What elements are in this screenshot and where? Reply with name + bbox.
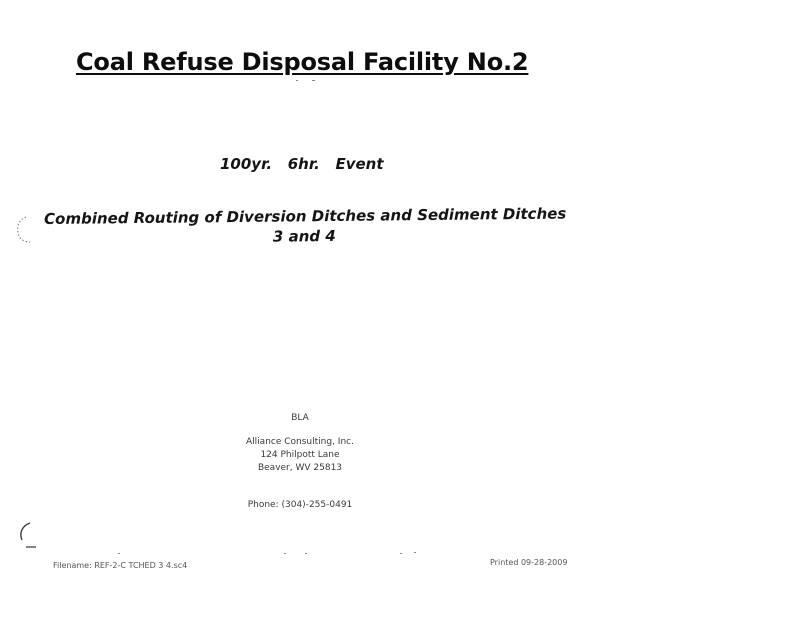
company-abbreviation: BLA xyxy=(291,413,309,423)
scan-speck xyxy=(284,553,286,554)
punch-hole-mark-icon xyxy=(12,214,34,244)
address-line-2: Beaver, WV 25813 xyxy=(257,463,343,473)
routing-line-2: 3 and 4 xyxy=(272,226,336,246)
phone-number: Phone: (304)-255-0491 xyxy=(247,500,353,510)
scan-speck xyxy=(400,553,402,554)
document-title: Coal Refuse Disposal Facility No.2 xyxy=(76,48,529,76)
storm-event-label: 100yr. 6hr. Event xyxy=(220,155,384,173)
routing-line-1: Combined Routing of Diversion Ditches and Sediment Ditches xyxy=(44,204,567,228)
punch-hole-mark-icon xyxy=(14,520,38,550)
scan-speck xyxy=(312,80,315,81)
company-name: Alliance Consulting, Inc. xyxy=(246,437,354,447)
scan-speck xyxy=(296,80,298,81)
scan-speck xyxy=(305,553,307,554)
company-address-block xyxy=(220,436,380,475)
address-line-1: 124 Philpott Lane xyxy=(260,450,340,460)
filename-footer: Filename: REF-2-C TCHED 3 4.sc4 xyxy=(53,561,188,570)
scan-speck xyxy=(118,553,120,554)
routing-description xyxy=(44,204,567,249)
scan-speck xyxy=(414,552,416,553)
printed-date-footer: Printed 09-28-2009 xyxy=(490,558,568,567)
